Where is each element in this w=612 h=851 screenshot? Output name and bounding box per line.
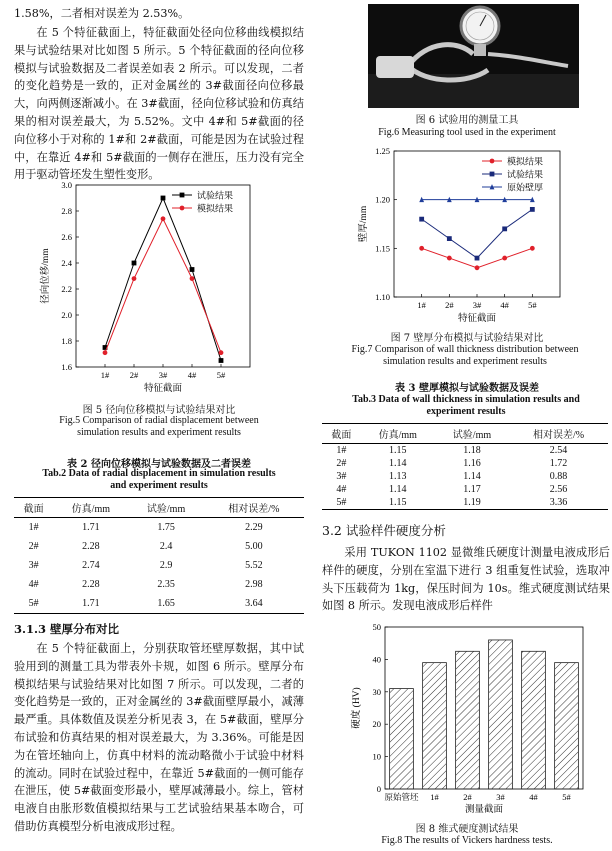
table-cell: 1.65 — [128, 594, 203, 614]
table-3-caption-en: Tab.3 Data of wall thickness in simulation results and experiment results — [352, 394, 580, 417]
table-cell: 4# — [336, 484, 347, 495]
data-point — [475, 265, 480, 270]
data-point — [103, 350, 108, 355]
table-cell: 1.16 — [463, 458, 481, 469]
figure-8-chart — [345, 617, 590, 815]
figure-7-caption-cn: 图 7 壁厚分布模拟与试验结果对比 — [390, 333, 544, 344]
bar — [390, 689, 414, 789]
table-header-cell: 相对误差/% — [509, 424, 608, 444]
figure-5-caption-cn: 图 5 径向位移模拟与试验结果对比 — [82, 405, 236, 416]
bar — [522, 651, 546, 789]
table-cell: 3# — [336, 471, 347, 482]
table-3 — [322, 423, 608, 510]
figure-8-caption-en: Fig.8 The results of Vickers hardness tests. — [381, 835, 553, 846]
legend-marker — [490, 172, 495, 177]
series-line-1 — [105, 198, 221, 361]
table-cell: 5# — [14, 594, 53, 614]
y-tick-label: 2.8 — [61, 206, 72, 216]
x-tick-label: 1# — [100, 370, 110, 380]
table-cell: 2.28 — [82, 541, 100, 552]
x-tick-label: 4# — [529, 792, 538, 802]
y-axis-label: 硬度 (HV) — [352, 687, 362, 729]
y-tick-label: 1.20 — [375, 194, 390, 205]
data-point — [475, 256, 480, 261]
series-line-2 — [105, 219, 221, 353]
x-tick-label: 1# — [430, 792, 439, 802]
y-tick-label: 1.25 — [375, 146, 390, 156]
data-point — [219, 350, 224, 355]
bar — [555, 663, 579, 789]
table-cell: 2.29 — [245, 522, 263, 533]
para-1-tail: 1.58%，二者相对误差为 2.53%。 — [14, 7, 190, 20]
y-tick-label: 20 — [372, 719, 381, 730]
table-cell: 1# — [336, 445, 347, 456]
figure-8-caption-cn: 图 8 维式硬度测试结果 — [415, 824, 519, 835]
table-cell: 1.71 — [53, 594, 128, 614]
data-point — [190, 276, 195, 281]
table-header-cell: 截面 — [14, 498, 53, 518]
table-cell: 1.72 — [549, 458, 568, 469]
data-point — [530, 246, 535, 251]
legend-label: 试验结果 — [197, 190, 234, 201]
table-cell: 1.71 — [82, 522, 100, 533]
x-tick-label: 1# — [417, 300, 426, 310]
table-cell: 2.35 — [157, 579, 175, 590]
data-point — [419, 246, 424, 251]
x-tick-label: 2# — [129, 370, 139, 380]
data-point — [502, 226, 507, 231]
x-axis-label: 特征截面 — [143, 384, 183, 394]
series-line-2 — [422, 209, 533, 258]
y-tick-label: 2.6 — [61, 232, 72, 242]
table-cell: 1.14 — [463, 471, 481, 482]
table-cell: 1.13 — [389, 471, 407, 482]
bar — [456, 651, 480, 789]
legend-marker — [490, 159, 495, 164]
table-cell: 2# — [28, 541, 39, 552]
table-header-row — [14, 498, 304, 518]
legend-label: 模拟结果 — [197, 203, 234, 214]
x-axis-label: 特征截面 — [457, 314, 497, 323]
table-cell: 0.88 — [549, 471, 568, 482]
table-row — [14, 518, 304, 538]
y-tick-label: 2.4 — [61, 258, 72, 268]
table-cell: 3.64 — [204, 594, 304, 614]
table-cell: 2.4 — [159, 541, 173, 552]
y-tick-label: 1.10 — [375, 292, 390, 302]
table-row — [322, 496, 608, 510]
y-axis-label: 径向位移/mm — [41, 248, 51, 304]
table-header-row — [322, 424, 608, 444]
y-tick-label: 50 — [372, 622, 381, 632]
table-header-cell: 相对误差/% — [204, 498, 304, 518]
y-tick-label: 30 — [372, 686, 381, 697]
bar — [489, 640, 513, 789]
table-cell: 1.15 — [361, 496, 435, 510]
y-tick-label: 0 — [376, 784, 381, 794]
figure-7-chart — [340, 143, 585, 323]
table-cell: 2.74 — [82, 560, 100, 571]
x-tick-label: 2# — [463, 792, 472, 802]
para-2: 在 5 个特征截面上，特征截面处径向位移曲线模拟结果与试验结果对比如图 5 所示。5 个特征截面的径向位移模拟与试验数据及二者误差如表 2 所示。可以发现，二者的变化趋势是一致的，正对金属丝的 3#截面径向位移最大，向两侧逐渐减小。在 3#截面，径向位移试验和仿真结果的相对误差最大，为 5.52%。文中 4#和 5#截面的径向位移小于对称的 1#和 2#截面，可能是因为在试验过程中，在靠近 4#和 5#截面的一侧存在泄压，压力没有完全用于驱动管坯发生塑性变形。 — [14, 26, 304, 182]
table-cell: 1.15 — [389, 445, 407, 456]
data-point — [132, 261, 137, 266]
figure-6-caption-en: Fig.6 Measuring tool used in the experiment — [378, 127, 556, 138]
data-point — [447, 256, 452, 261]
x-tick-label: 原始管坯 — [384, 792, 419, 802]
table-cell: 3.36 — [509, 496, 608, 510]
table-cell: 1.17 — [463, 484, 481, 495]
table-cell: 1.75 — [157, 522, 175, 533]
table-row — [14, 594, 304, 614]
table-3-caption-cn: 表 3 壁厚模拟与试验数据及误差 — [395, 383, 539, 394]
figure-6-photo — [368, 4, 579, 108]
data-point — [161, 216, 166, 221]
table-header-cell: 试验/mm — [435, 424, 509, 444]
table-row — [322, 457, 608, 470]
table-row — [14, 575, 304, 594]
bar — [423, 663, 447, 789]
figure-5-chart — [30, 175, 295, 397]
table-2 — [14, 497, 304, 614]
legend-label: 原始壁厚 — [507, 182, 544, 193]
table-cell: 1.19 — [435, 496, 509, 510]
plot-frame — [385, 627, 583, 789]
y-tick-label: 2.2 — [61, 284, 72, 294]
table-cell: 5# — [322, 496, 361, 510]
table-2-caption-en: Tab.2 Data of radial displacement in simulation results and experiment results — [42, 468, 276, 491]
table-cell: 2.56 — [549, 484, 568, 495]
figure-6-caption-cn: 图 6 试验用的测量工具 — [415, 115, 519, 126]
table-row — [322, 483, 608, 496]
table-cell: 1.14 — [389, 484, 407, 495]
table-cell: 1.18 — [463, 445, 481, 456]
table-row — [322, 444, 608, 458]
x-tick-label: 4# — [187, 370, 197, 380]
x-tick-label: 2# — [445, 300, 454, 310]
x-tick-label: 3# — [472, 300, 482, 310]
table-cell: 2.28 — [82, 579, 100, 590]
y-tick-label: 1.8 — [61, 336, 72, 346]
legend-label: 模拟结果 — [507, 156, 544, 167]
table-row — [322, 470, 608, 483]
x-tick-label: 5# — [216, 370, 226, 380]
table-header-cell: 仿真/mm — [361, 424, 435, 444]
table-cell: 4# — [28, 579, 39, 590]
para-3: 在 5 个特征截面上，分别获取管坯壁厚数据，其中试验用到的测量工具为带表外卡规，如图 6 所示。壁厚分布模拟结果与试验结果对比如图 7 所示。可以发现，二者的变化趋势是一致的，正对金属丝的 3#截面壁厚最小，减薄最严重。具体数值及误差分析见表 3，在 5#截面，壁厚分布试验和仿真结果的相对误差最大，为 3.36%。可能是因为在管坯轴向上，仿真中材料的流动略微小于试验中材料的流动。同时在试验过程中，在靠近 5#截面的一侧可能存在泄压，使 5#截面变形最小，壁厚减薄最小。综上，管材电液自由胀形数值模拟结果与工艺试验结果基本吻合，可借助仿真模型分析电液成形过程。 — [14, 642, 304, 833]
y-tick-label: 10 — [372, 751, 381, 762]
table-cell: 1.14 — [389, 458, 407, 469]
x-tick-label: 5# — [528, 300, 537, 310]
legend-marker — [180, 206, 185, 211]
y-tick-label: 2.0 — [61, 310, 72, 320]
y-tick-label: 3.0 — [61, 180, 72, 190]
y-tick-label: 1.6 — [61, 362, 72, 372]
table-cell: 2.54 — [549, 445, 568, 456]
table-cell: 2.98 — [245, 579, 263, 590]
x-tick-label: 3# — [496, 792, 505, 802]
data-point — [447, 236, 452, 241]
legend-marker — [180, 193, 185, 198]
figure-5-caption-en: Fig.5 Comparison of radial displacement between simulation results and experiment results — [59, 415, 259, 438]
data-point — [219, 358, 224, 363]
figure-7-caption-en: Fig.7 Comparison of wall thickness distribution between simulation results and experiment results — [351, 344, 579, 367]
table-header-cell: 仿真/mm — [53, 498, 128, 518]
table-2-caption-cn: 表 2 径向位移模拟与试验数据及二者误差 — [67, 459, 251, 470]
table-cell: 2.9 — [159, 560, 173, 571]
table-header-cell: 试验/mm — [128, 498, 203, 518]
section-3-1-3-heading: 3.1.3 壁厚分布对比 — [14, 622, 120, 636]
x-tick-label: 5# — [562, 792, 571, 802]
data-point — [530, 207, 535, 212]
x-tick-label: 4# — [500, 300, 509, 310]
table-row — [14, 556, 304, 575]
section-3-2-heading: 3.2 试验样件硬度分析 — [322, 523, 446, 538]
data-point — [161, 196, 166, 201]
data-point — [419, 217, 424, 222]
data-point — [132, 276, 137, 281]
table-cell: 3# — [28, 560, 39, 571]
data-point — [190, 267, 195, 272]
y-tick-label: 1.15 — [375, 243, 390, 254]
table-cell: 5.00 — [245, 541, 263, 552]
x-axis-label: 测量截面 — [464, 805, 504, 815]
y-axis-label: 壁厚/mm — [359, 205, 369, 243]
table-header-cell: 截面 — [322, 424, 361, 444]
table-cell: 2# — [336, 458, 347, 469]
y-tick-label: 40 — [372, 654, 381, 665]
legend-label: 试验结果 — [507, 169, 544, 180]
data-point — [502, 256, 507, 261]
table-cell: 1# — [28, 522, 39, 533]
table-row — [14, 537, 304, 556]
table-cell: 5.52 — [245, 560, 263, 571]
para-4: 采用 TUKON 1102 显微维氏硬度计测量电液成形后样件的硬度，分别在室温下进行 3 组重复性试验，选取冲头下压载荷为 1kg，保压时间为 10s。维式硬度测试结果如图 8 所示。发现电液成形后样件 — [322, 546, 610, 613]
x-tick-label: 3# — [158, 370, 168, 380]
